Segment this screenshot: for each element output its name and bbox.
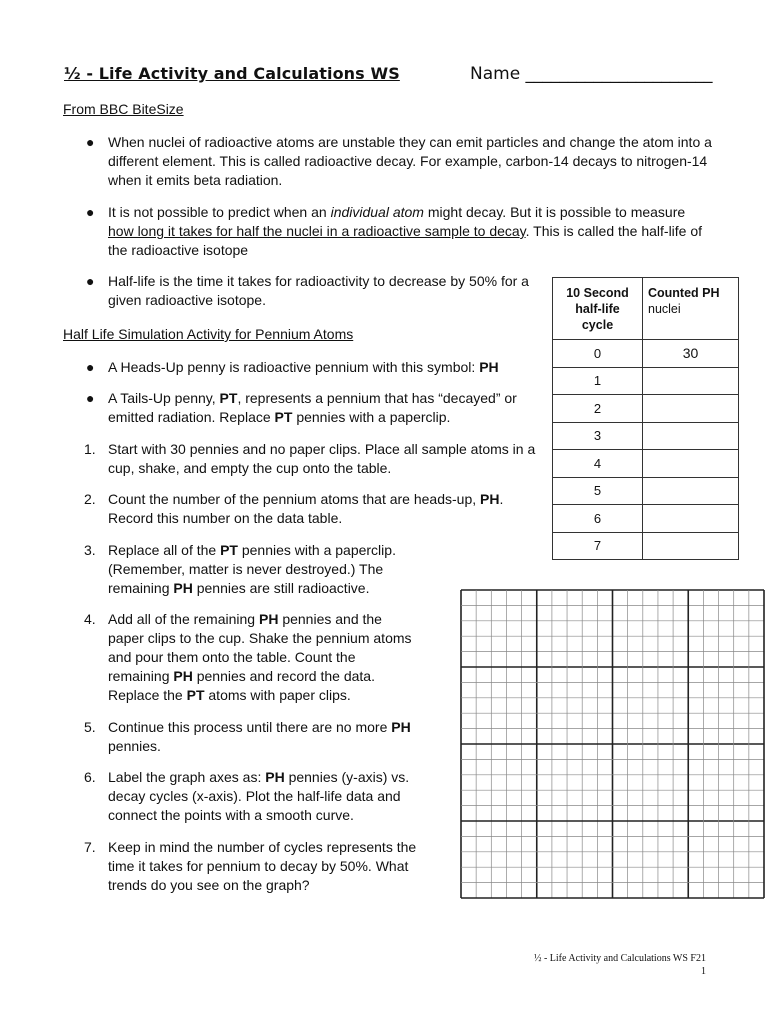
table-row <box>553 532 739 560</box>
cycle-cell: 6 <box>553 505 643 533</box>
list-item: ● A Heads-Up penny is radioactive pennium with this symbol: PH <box>86 359 499 375</box>
text-line: emitted radiation. Replace PT pennies with a paperclip. <box>108 409 451 425</box>
col-header-cycle: 10 Second half-life cycle <box>553 278 643 340</box>
count-cell[interactable] <box>643 422 739 450</box>
text-line: how long it takes for half the nuclei in a radioactive sample to decay. This is called the half-life of <box>108 223 703 239</box>
cycle-cell: 5 <box>553 477 643 505</box>
graph-grid <box>460 589 768 900</box>
table-row <box>553 450 739 478</box>
cycle-cell: 3 <box>553 422 643 450</box>
cycle-cell: 7 <box>553 532 643 560</box>
table-row <box>553 395 739 423</box>
section-heading-bbc: From BBC BiteSize <box>63 101 184 117</box>
count-cell[interactable] <box>643 532 739 560</box>
bullet-icon: ● <box>86 273 95 289</box>
bullet-icon: ● <box>86 204 95 220</box>
text-line: It is not possible to predict when an individual atom might decay. But it is possible to measure <box>108 204 686 220</box>
text-line: A Tails-Up penny, PT, represents a pennium that has “decayed” or <box>108 390 517 406</box>
text-line: When nuclei of radioactive atoms are unstable they can emit particles and change the atom into a <box>108 134 712 150</box>
cycle-cell: 0 <box>553 340 643 368</box>
table-header-row <box>553 278 739 340</box>
section-heading-simulation: Half Life Simulation Activity for Pennium Atoms <box>63 326 354 342</box>
page-footer <box>534 952 706 978</box>
bullet-icon: ● <box>86 359 95 375</box>
text-line: different element. This is called radioactive decay. For example, carbon-14 decays to nitrogen-14 <box>108 153 708 169</box>
table-row <box>553 505 739 533</box>
col-header-count: Counted PH nuclei <box>643 278 739 340</box>
count-cell[interactable] <box>643 395 739 423</box>
list-item <box>86 133 726 193</box>
list-item <box>86 272 556 312</box>
text-line: given radioactive isotope. <box>108 292 266 308</box>
data-table <box>552 277 739 560</box>
name-field-label: Name ______________________ <box>470 64 713 84</box>
table-row <box>553 367 739 395</box>
table-row <box>553 477 739 505</box>
table-row <box>553 340 739 368</box>
list-item <box>86 389 556 429</box>
bullet-icon: ● <box>86 390 95 406</box>
count-cell[interactable] <box>643 367 739 395</box>
worksheet-title: ½ - Life Activity and Calculations WS <box>64 64 400 83</box>
count-cell[interactable]: 30 <box>643 340 739 368</box>
count-cell[interactable] <box>643 450 739 478</box>
page-number: 1 <box>701 966 706 977</box>
cycle-cell: 1 <box>553 367 643 395</box>
footer-title: ½ - Life Activity and Calculations WS F21 <box>533 953 706 964</box>
table-row <box>553 422 739 450</box>
count-cell[interactable] <box>643 505 739 533</box>
cycle-cell: 4 <box>553 450 643 478</box>
text-line: Half-life is the time it takes for radioactivity to decrease by 50% for a <box>108 273 529 289</box>
list-item <box>86 203 726 263</box>
count-cell[interactable] <box>643 477 739 505</box>
text-line: when it emits beta radiation. <box>108 172 283 188</box>
cycle-cell: 2 <box>553 395 643 423</box>
bullet-icon: ● <box>86 134 95 150</box>
text-line: the radioactive isotope <box>108 242 249 258</box>
